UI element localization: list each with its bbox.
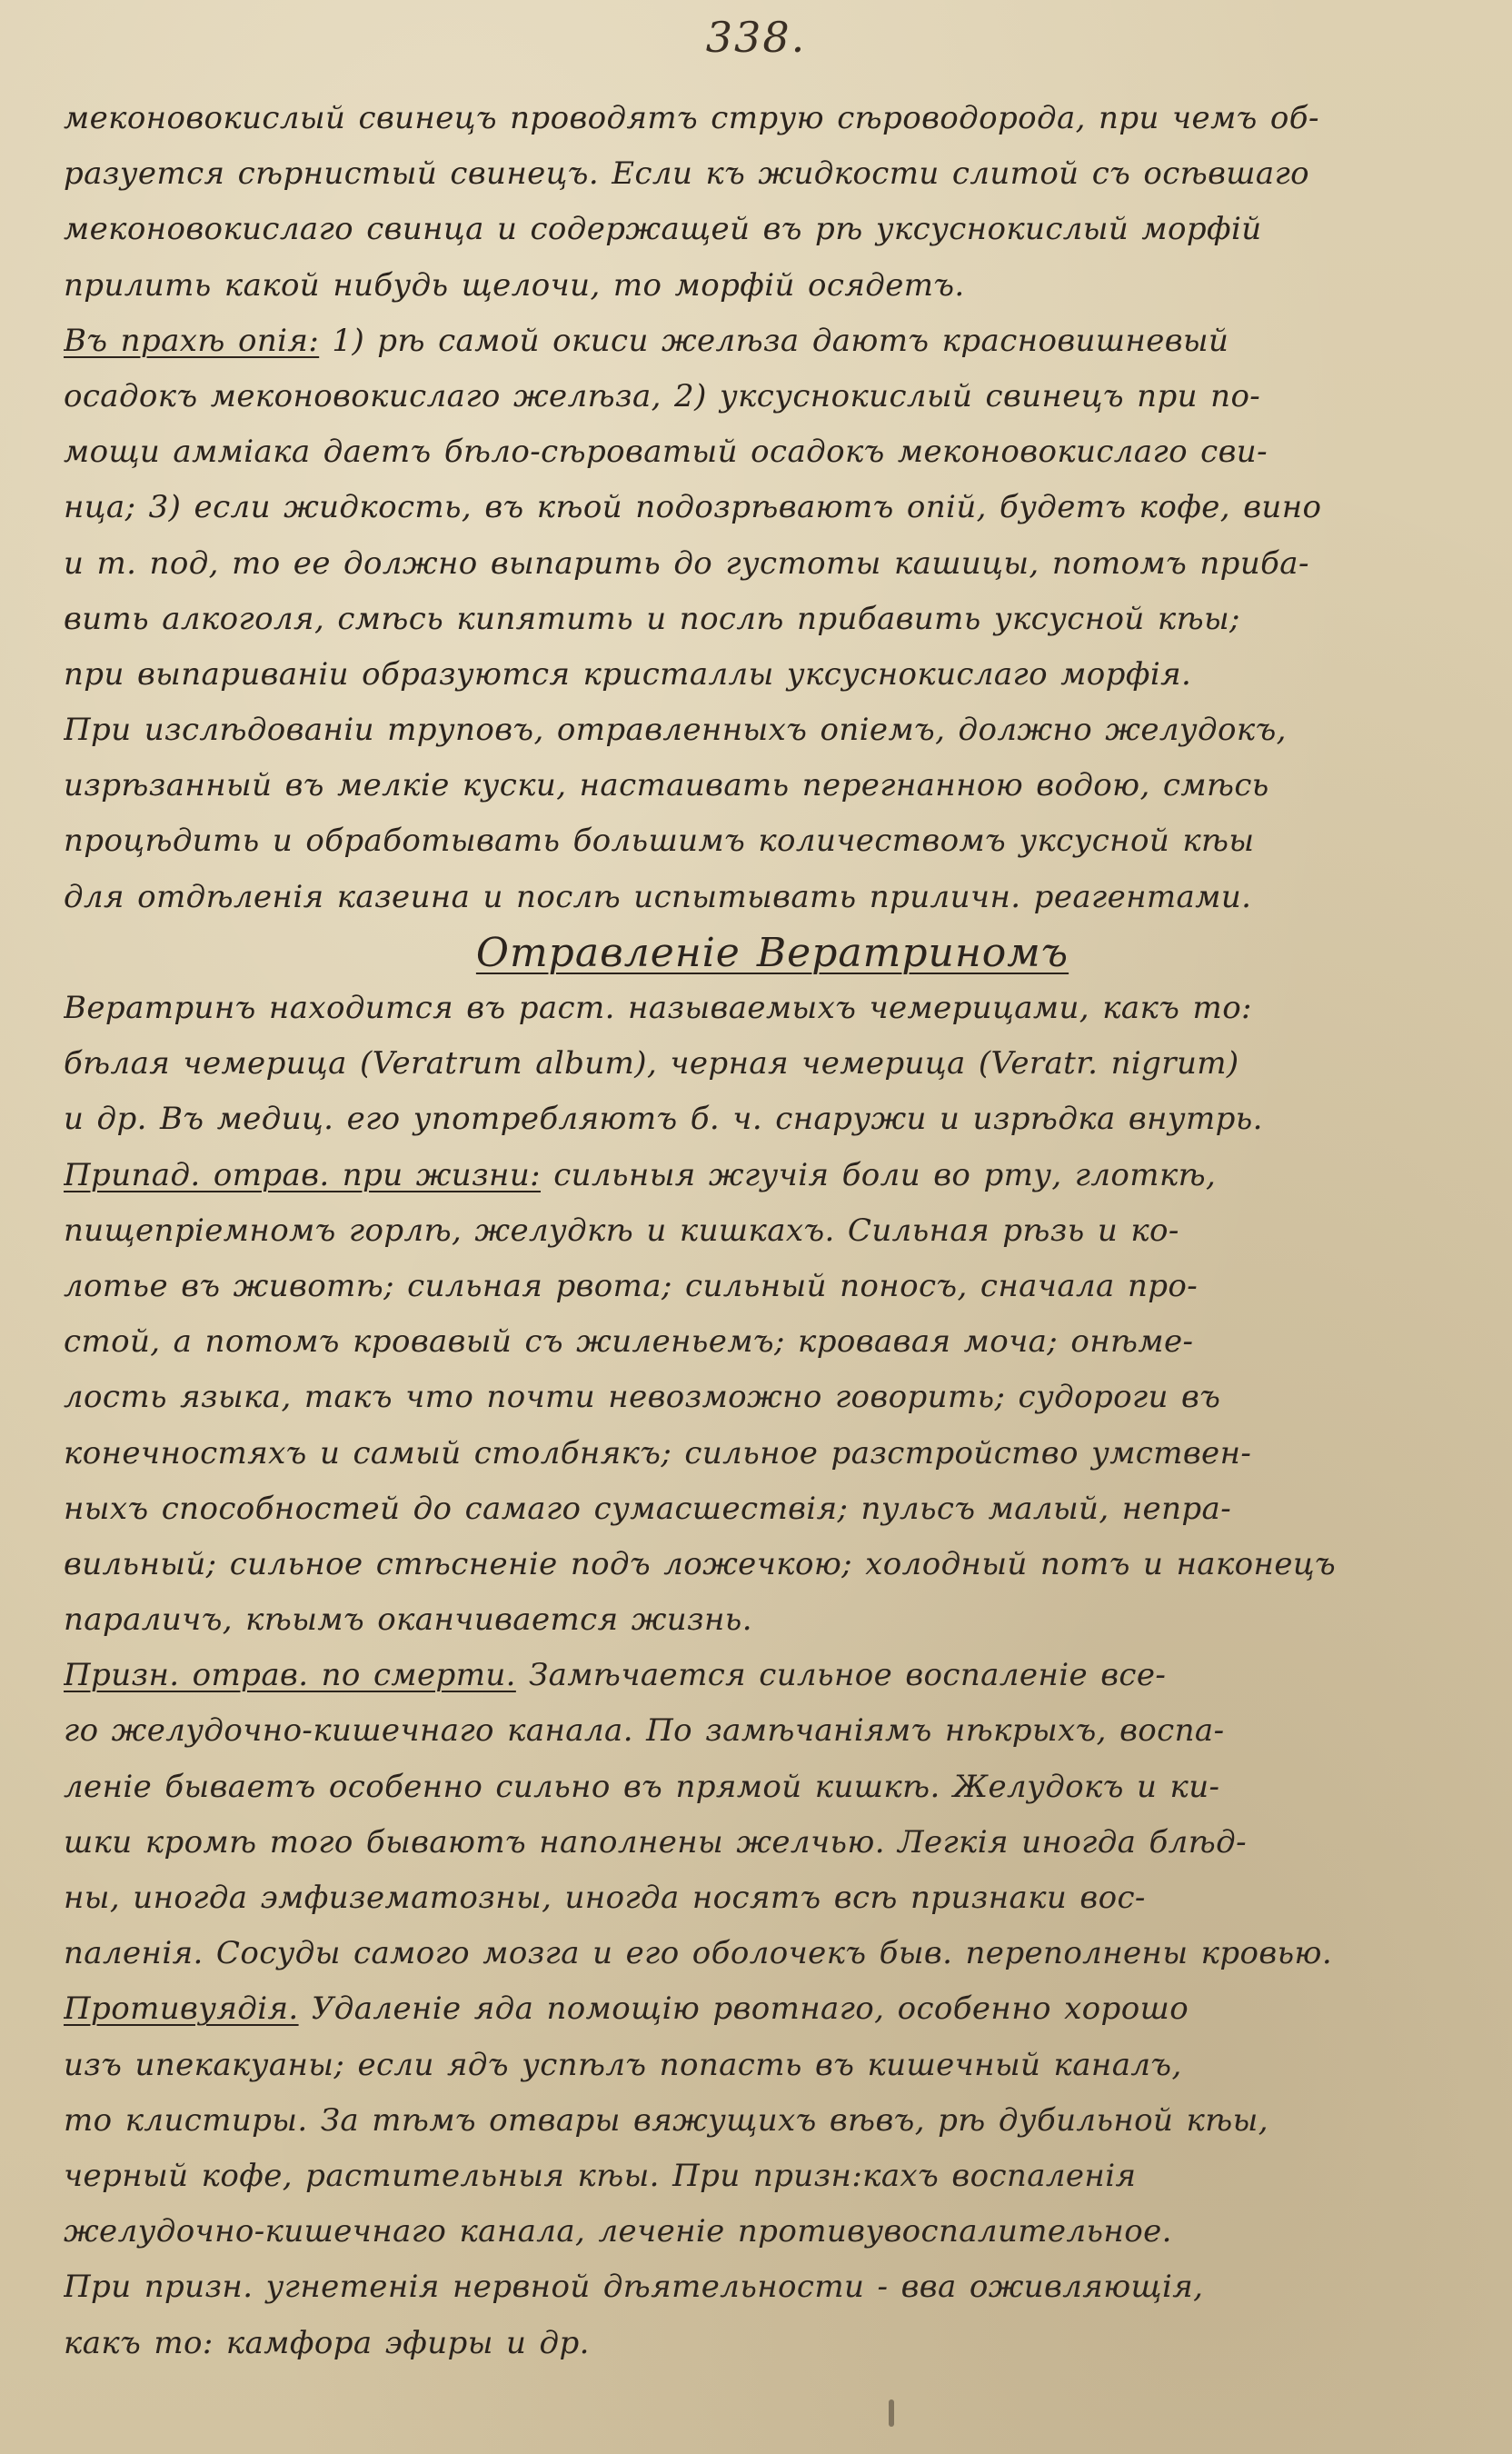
text-line [64, 258, 1481, 314]
line-text: осадокъ меконовокислаго желѣза, 2) уксуснокислый свинецъ при по- [64, 377, 1261, 414]
line-text: вить алкоголя, смѣсь кипятить и послѣ прибавить уксусной кѣы; [64, 600, 1240, 637]
paragraph-lead-underlined: Противуядія. [64, 1990, 299, 2028]
line-text: прилить какой нибудь щелочи, то морфій осядетъ. [64, 266, 965, 304]
text-line [64, 592, 1481, 647]
line-text: конечностяхъ и самый столбнякъ; сильное разстройство умствен- [64, 1434, 1252, 1471]
text-line [64, 981, 1481, 1036]
line-text: и др. Въ медиц. его употребляютъ б. ч. снаружи и изрѣдка внутрь. [64, 1101, 1263, 1138]
line-text: меконовокислый свинецъ проводятъ струю сѣроводорода, при чемъ об- [64, 100, 1319, 136]
text-line [64, 758, 1481, 813]
line-text: бѣлая чемерица (Veratrum album), черная чемерица (Veratr. nigrum) [64, 1045, 1239, 1082]
line-text: то клистиры. За тѣмъ отвары вяжущихъ вѣвъ, рѣ дубильной кѣы, [64, 2101, 1268, 2139]
line-text: ныхъ способностей до самаго сумасшествія; пульсъ малый, непра- [64, 1490, 1232, 1527]
line-text: нца; 3) если жидкость, въ кѣой подозрѣваютъ опій, будетъ кофе, вино [64, 489, 1322, 526]
line-text: шки кромѣ того бываютъ наполнены желчью. Легкія иногда блѣд- [64, 1823, 1247, 1860]
line-text: параличъ, кѣымъ оканчивается жизнь. [64, 1601, 752, 1639]
text-line [64, 2259, 1481, 2315]
line-text: для отдѣленія казеина и послѣ испытывать приличн. реагентами. [64, 878, 1252, 915]
line-text: лость языка, такъ что почти невозможно говорить; судороги въ [64, 1379, 1221, 1416]
text-line [64, 424, 1481, 480]
text-line [64, 1148, 1481, 1203]
text-line [64, 2038, 1481, 2093]
page-number: 338. [705, 13, 807, 62]
line-text: стой, а потомъ кровавый съ жиленьемъ; кровавая моча; онѣме- [64, 1323, 1194, 1361]
line-text: сильныя жгучія боли во рту, глоткѣ, [553, 1156, 1217, 1193]
text-line [64, 703, 1481, 758]
section-heading: Отравленіе Вератриномъ [475, 929, 1069, 976]
line-text: разуется сѣрнистый свинецъ. Если къ жидкости слитой съ осѣвшаго [64, 155, 1310, 193]
line-text: 1) рѣ самой окиси желѣза даютъ красновишневый [332, 322, 1229, 359]
line-text: паленія. Сосуды самого мозга и его оболочекъ быв. переполнены кровью. [64, 1935, 1333, 1972]
line-text: при выпариваніи образуются кристаллы уксуснокислаго морфія. [64, 655, 1192, 693]
text-line [64, 647, 1481, 703]
text-line [64, 1481, 1481, 1537]
line-text: пищепрiемномъ горлѣ, желудкѣ и кишкахъ. Сильная рѣзь и ко- [64, 1212, 1179, 1249]
line-text: го желудочно-кишечнаго канала. По замѣчаніямъ нѣкрыхъ, воспа- [64, 1712, 1225, 1750]
text-line [64, 1537, 1481, 1592]
line-text: Удаленіе яда помощію рвотнаго, особенно хорошо [311, 1990, 1189, 2028]
text-line [64, 369, 1481, 424]
text-line [64, 2316, 1481, 2371]
text-line [64, 1036, 1481, 1092]
line-text: ны, иногда эмфизематозны, иногда носятъ всѣ признаки вос- [64, 1880, 1146, 1916]
text-line [64, 2204, 1481, 2259]
text-line [64, 91, 1481, 146]
text-line [64, 202, 1481, 257]
line-text: изрѣзанный въ мелкіе куски, настаивать перегнанною водою, смѣсь [64, 767, 1269, 804]
line-text: желудочно-кишечнаго канала, леченіе противувоспалительное. [64, 2213, 1172, 2250]
line-text: ленiе бываетъ особенно сильно въ прямой кишкѣ. Желудокъ и ки- [64, 1768, 1220, 1805]
text-line [64, 2093, 1481, 2149]
line-text: черный кофе, растительныя кѣы. При призн:кахъ воспаленія [64, 2157, 1137, 2194]
line-text: и т. под, то ее должно выпарить до густоты кашицы, потомъ приба- [64, 544, 1309, 582]
text-line [64, 1815, 1481, 1870]
line-text: лотье въ животѣ; сильная рвота; сильный поносъ, сначала про- [64, 1267, 1199, 1304]
paragraph-lead-underlined: Припад. отрав. при жизни: [64, 1156, 541, 1193]
line-text: Замѣчается сильное воспаленіе все- [529, 1657, 1167, 1694]
text-line [64, 480, 1481, 535]
line-text: При изслѣдованіи труповъ, отравленныхъ опіемъ, должно желудокъ, [64, 712, 1287, 749]
text-line [64, 1926, 1481, 1981]
text-line [64, 146, 1481, 202]
text-line [64, 1370, 1481, 1425]
text-line [64, 1592, 1481, 1648]
paragraph-lead-underlined: Призн. отрав. по смерти. [64, 1657, 516, 1694]
line-text: какъ то: камфора эфиры и др. [64, 2324, 590, 2361]
line-text: При призн. угнетенія нервной дѣятельности - вва оживляющія, [64, 2269, 1204, 2306]
line-text: процѣдить и обработывать большимъ количествомъ уксусной кѣы [64, 823, 1255, 860]
text-line [64, 314, 1481, 369]
text-line [64, 1648, 1481, 1703]
text-line [64, 1981, 1481, 2037]
text-line [64, 1760, 1481, 1815]
text-line [64, 813, 1481, 869]
section-heading-line [64, 925, 1481, 981]
text-line [64, 1259, 1481, 1314]
paragraph-lead-underlined: Въ прахѣ опія: [64, 322, 320, 359]
line-text: Вератринъ находится въ раст. называемыхъ чемерицами, какъ то: [64, 990, 1252, 1026]
line-text: изъ ипекакуаны; если ядъ успѣлъ попасть въ кишечный каналъ, [64, 2046, 1182, 2083]
line-text: меконовокислаго свинца и содержащей въ рѣ уксуснокислый морфій [64, 211, 1262, 248]
line-text: вильный; сильное стѣсненіе подъ ложечкою; холодный потъ и наконецъ [64, 1545, 1337, 1582]
text-line [64, 536, 1481, 592]
handwritten-text-block [64, 91, 1481, 2371]
text-line [64, 2149, 1481, 2204]
text-line [64, 1092, 1481, 1147]
ink-mark [889, 2399, 894, 2427]
text-line [64, 1703, 1481, 1759]
text-line [64, 1203, 1481, 1259]
text-line [64, 1314, 1481, 1370]
text-line [64, 870, 1481, 925]
text-line [64, 1870, 1481, 1926]
line-text: мощи аммiака даетъ бѣло-сѣроватый осадокъ меконовокислаго сви- [64, 434, 1268, 471]
text-line [64, 1426, 1481, 1481]
